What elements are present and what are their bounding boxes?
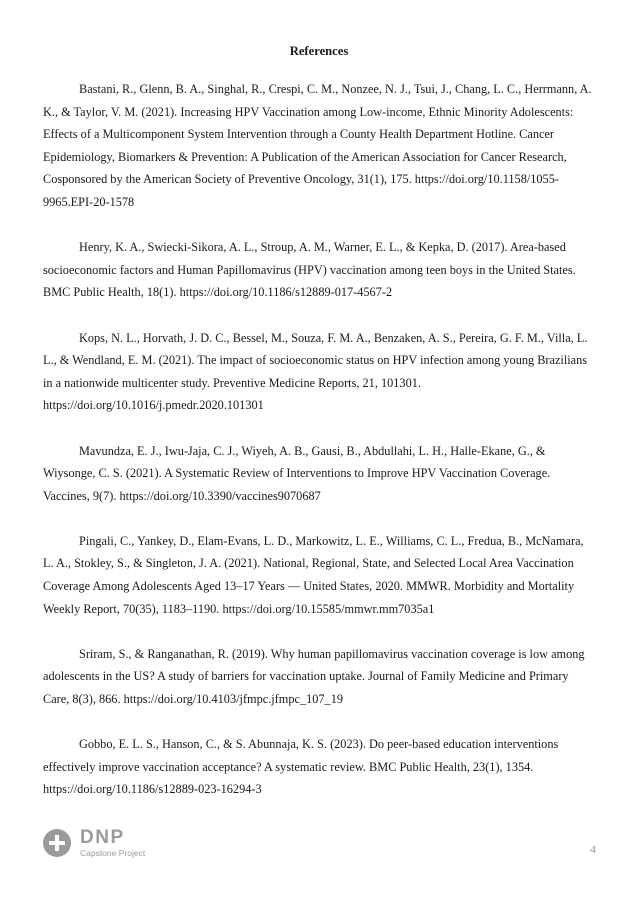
page-number: 4 xyxy=(590,842,596,856)
reference-entry: Gobbo, E. L. S., Hanson, C., & S. Abunnaja, K. S. (2023). Do peer-based education interventions effectively improve vaccination acceptance? A systematic review. BMC Public Health, 23(1), 1354. https://doi.org/10.1186/s12889-023-16294-3 xyxy=(43,737,559,797)
logo-text xyxy=(80,828,145,858)
reference-entry: Henry, K. A., Swiecki-Sikora, A. L., Stroup, A. M., Warner, E. L., & Kepka, D. (2017). Area-based socioeconomic factors and Human Papillomavirus (HPV) vaccination among teen boys in the United States. BMC Public Health, 18(1). https://doi.org/10.1186/s12889-017-4567-2 xyxy=(43,240,576,300)
page-title: References xyxy=(289,44,349,58)
plus-circle-icon xyxy=(43,829,71,857)
reference-list xyxy=(43,78,595,824)
reference-entry: Sriram, S., & Ranganathan, R. (2019). Why human papillomavirus vaccination coverage is low among adolescents in the US? A study of barriers for vaccination uptake. Journal of Family Medicine and Primary Care, 8(3), 866. https://doi.org/10.4103/jfmpc.jfmpc_107_19 xyxy=(43,646,585,707)
dnp-logo xyxy=(43,828,145,858)
reference-entry: Mavundza, E. J., Iwu-Jaja, C. J., Wiyeh, A. B., Gausi, B., Abdullahi, L. H., Halle-Ekane, G., & Wiysonge, C. S. (2021). A Systematic Review of Interventions to Improve HPV Vaccination Coverage. Vaccines, 9(7). https://doi.org/10.3390/vaccines9070687 xyxy=(43,443,551,503)
reference-entry: Kops, N. L., Horvath, J. D. C., Bessel, M., Souza, F. M. A., Benzaken, A. S., Pereira, G. F. M., Villa, L. L., & Wendland, E. M. (2021). The impact of socioeconomic status on HPV infection among young Brazilians in a nationwide multicenter study. Preventive Medicine Reports, 21, 101301. https://doi.org/10.1016/j.pmedr.2020.101301 xyxy=(43,330,588,413)
logo-title: DNP xyxy=(80,827,125,848)
reference-entry: Pingali, C., Yankey, D., Elam-Evans, L. D., Markowitz, L. E., Williams, C. L., Fredua, B., McNamara, L. A., Stokley, S., & Singleton, J. A. (2021). National, Regional, State, and Selected Local Area Vaccination Coverage Among Adolescents Aged 13–17 Years — United States, 2020. MMWR. Morbidity and Mortality Weekly Report, 70(35), 1183–1190. https://doi.org/10.15585/mmwr.mm7035a1 xyxy=(43,533,584,616)
logo-subtitle: Capstone Project xyxy=(80,848,146,858)
reference-entry: Bastani, R., Glenn, B. A., Singhal, R., Crespi, C. M., Nonzee, N. J., Tsui, J., Chang, L. C., Herrmann, A. K., & Taylor, V. M. (2021). Increasing HPV Vaccination among Low-income, Ethnic Minority Adolescents: Effects of a Multicomponent System Intervention through a County Health Department Hotline. Cancer Epidemiology, Biomarkers & Prevention: A Publication of the American Association for Cancer Research, Cosponsored by the American Society of Preventive Oncology, 31(1), 175. https://doi.org/10.1158/1055-9965.EPI-20-1578 xyxy=(43,82,592,209)
